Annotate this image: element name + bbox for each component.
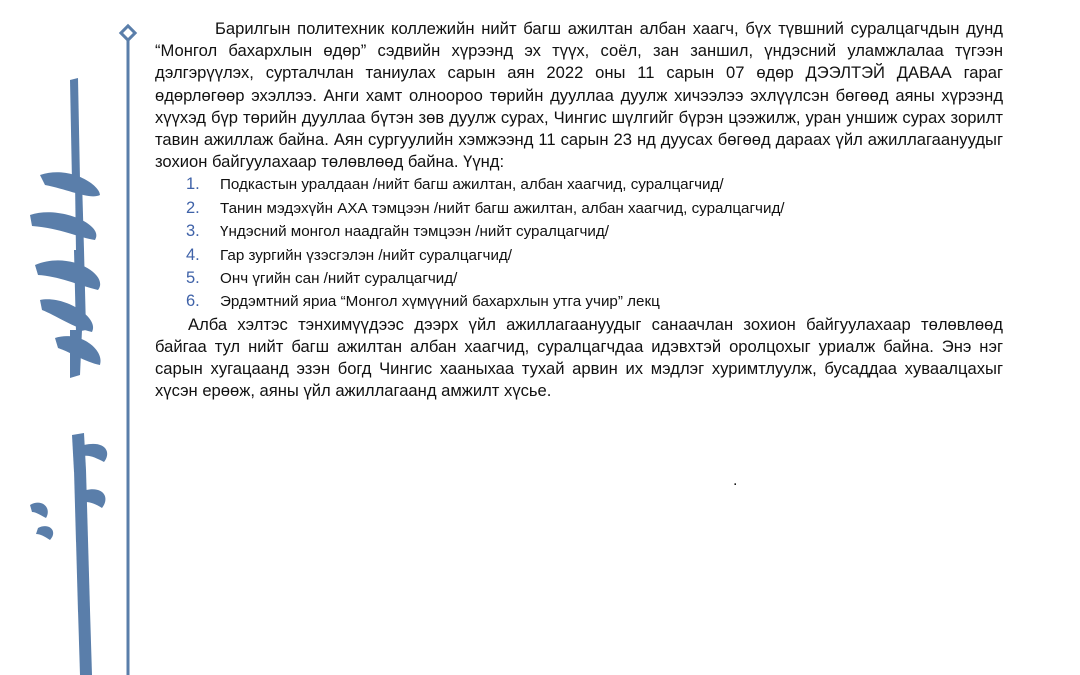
list-item-text: Эрдэмтний яриа “Монгол хүмүүний бахархлын утга учир” лекц <box>220 293 660 311</box>
event-list <box>155 173 1003 313</box>
calligraphy-stroke <box>70 330 82 378</box>
calligraphy-stroke <box>72 433 86 472</box>
list-item-text: Танин мэдэхүйн АХА тэмцээн /нийт багш ажилтан, албан хаагчид, суралцагчид/ <box>220 199 785 217</box>
list-number: 2. <box>186 198 200 217</box>
calligraphy-stroke <box>30 212 96 240</box>
list-item <box>155 173 1003 196</box>
calligraphy-stroke <box>86 489 105 508</box>
document-body <box>155 18 1003 403</box>
calligraphy-stroke <box>36 526 53 540</box>
list-number: 3. <box>186 222 200 241</box>
calligraphy-stroke <box>35 260 100 290</box>
vertical-divider <box>121 26 135 675</box>
stray-mark: . <box>733 472 738 489</box>
closing-paragraph: Алба хэлтэс тэнхимүүдээс дээрх үйл ажиллагаануудыг санаачлан зохион байгуулахаар төлөвлөөд байгаа тул нийт багш ажилтан албан хаагчид, суралцагчдаа идэвхтэй оролцохыг уриалж байна. Энэ нэг сарын хугацаанд эзэн богд Чингис хааныхаа тухай арвин их мэдлэг хуримтлуулж, бусаддаа хуваалцахыг хүсэн ерөөж, аяны үйл ажиллагаанд амжилт хүсье. <box>155 314 1003 401</box>
calligraphy-stroke <box>70 78 80 182</box>
calligraphy-stroke <box>74 470 88 542</box>
calligraphy-stroke <box>84 444 107 462</box>
intro-paragraph: Барилгын политехник коллежийн нийт багш ажилтан албан хаагч, бүх түвшний суралцагчдын дунд “Монгол бахархлын өдөр” сэдвийн хүрээнд эх түүх, соёл, зан заншил, үндэсний уламжлалаа түгээн дэлгэрүүлэх, сурталчлан таниулах сарын аян 2022 оны 11 сарын 07 өдөр ДЭЭЛТЭЙ ДАВАА гараг өдөрлөгөөр эхэллээ. Анги хамт олноороо төрийн дууллаа дуулж хичээлээ эхлүүлсэн бөгөөд аяны хүрээнд хүүхэд бүр төрийн дууллаа бүтэн зөв дуулж сурах, Чингис шүлгийг бүрэн цээжилж, уран уншиж сурах зорилт тавин ажиллаж байна. Аян сургуулийн хэмжээнд 11 сарын 23 нд дуусах бөгөөд дараах үйл ажиллагаануудыг зохион байгуулахаар төлөвлөөд байна. Үүнд: <box>155 19 1003 172</box>
list-item <box>155 244 1003 267</box>
list-item <box>155 290 1003 313</box>
calligraphy-stroke <box>76 540 90 612</box>
list-item <box>155 197 1003 220</box>
list-number: 4. <box>186 245 200 264</box>
list-item-text: Онч үгийн сан /нийт суралцагчид/ <box>220 270 458 288</box>
list-number: 5. <box>186 269 200 288</box>
list-item-text: Гар зургийн үзэсгэлэн /нийт суралцагчид/ <box>220 246 513 264</box>
list-number: 1. <box>186 175 200 194</box>
list-item-text: Подкастын уралдаан /нийт багш ажилтан, албан хаагчид, суралцагчид/ <box>220 176 724 194</box>
calligraphy-stroke <box>30 503 48 518</box>
list-item-text: Үндэсний монгол наадгайн тэмцээн /нийт суралцагчид/ <box>220 223 609 241</box>
list-number: 6. <box>186 292 200 311</box>
calligraphy-stroke <box>40 172 100 196</box>
list-item <box>155 267 1003 290</box>
calligraphy-stroke <box>78 610 92 675</box>
list-item <box>155 220 1003 243</box>
mongolian-calligraphy-decoration <box>0 0 150 675</box>
